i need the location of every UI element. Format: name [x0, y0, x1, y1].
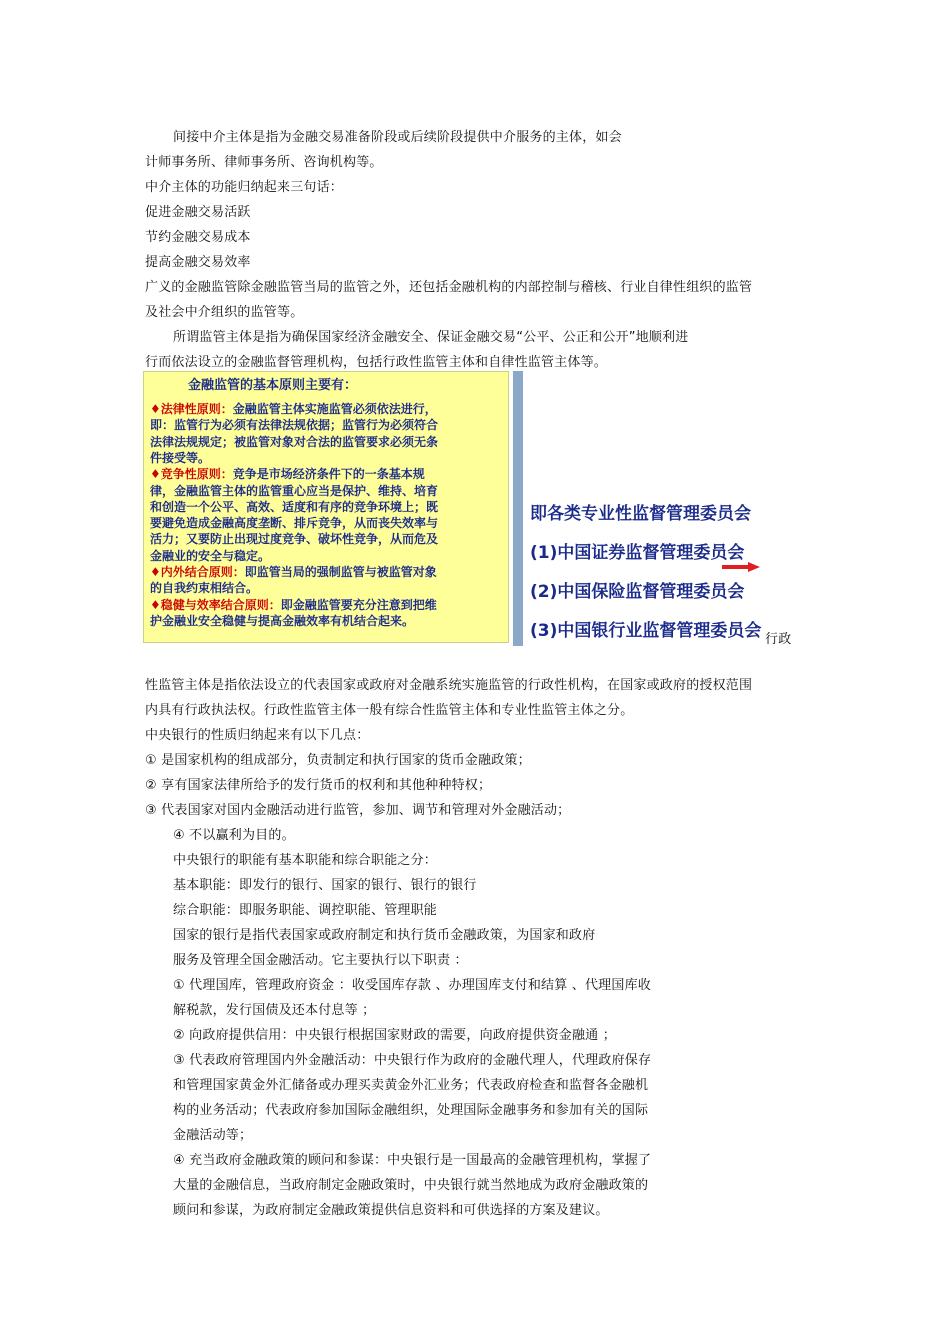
principles-figure — [143, 371, 509, 643]
state-bank-line: 国家的银行是指代表国家或政府制定和执行货币金融政策，为国家和政府 — [173, 928, 596, 943]
state-bank-line: 大量的金融信息，当政府制定金融政策时，中央银行就当然地成为政府金融政策的 — [173, 1178, 649, 1193]
principle-text: 即监管当局的强制监管与被监管对象 — [244, 565, 437, 579]
principle-heading: ♦内外结合原则： — [150, 565, 245, 579]
principle-text: 即金融监管要充分注意到把维 — [280, 597, 437, 612]
state-bank-line: 构的业务活动；代表政府参加国际金融组织，处理国际金融事务和参加有关的国际 — [173, 1103, 649, 1118]
inline-tail: 行政 — [765, 632, 792, 647]
right-arrow-icon — [722, 562, 760, 572]
cb-basic-functions: 基本职能：即发行的银行、国家的银行、银行的银行 — [173, 878, 477, 893]
principle-line — [150, 402, 437, 417]
state-bank-line: 和管理国家黄金外汇储备或办理买卖黄金外汇业务；代表政府检查和监督各金融机 — [173, 1078, 649, 1093]
principle-text: 要避免造成金融高度垄断、排斥竞争，从而丧失效率与 — [150, 516, 439, 531]
state-bank-line: 服务及管理全国金融活动。它主要执行以下职责 ： — [173, 953, 468, 968]
principle-heading: ♦竞争性原则： — [150, 467, 233, 482]
principle-text: 和创造一个公平、高效、适度和有序的竞争环境上；既 — [150, 499, 439, 514]
para2-line1: 广义的金融监管除金融监管当局的监管之外，还包括金融机构的内部控制与稽核、行业自律性组织的监管 — [145, 280, 753, 295]
principle-line — [150, 598, 437, 613]
para3-line2: 行而依法设立的金融监督管理机构，包括行政性监管主体和自律性监管主体等。 — [145, 355, 608, 370]
principle-heading: ♦稳健与效率结合原则： — [150, 597, 281, 612]
committee-item: (2)中国保险监督管理委员会 — [530, 582, 745, 602]
para3-line1: 所谓监管主体是指为确保国家经济金融安全、保证金融交易“公平、公正和公开”地顺利进 — [173, 330, 689, 345]
principle-line — [150, 500, 438, 515]
principle-text: 金融业的安全与稳定。 — [150, 548, 271, 563]
committees-title: 即各类专业性监督管理委员会 — [530, 504, 751, 524]
principle-line — [150, 451, 210, 466]
state-bank-line: ② 向政府提供信用：中央银行根据国家财政的需要，向政府提供资金融通 ； — [173, 1028, 616, 1043]
cb-nature-point: ③ 代表国家对国内金融活动进行监管，参加、调节和管理对外金融活动； — [145, 803, 571, 818]
principle-text: 护金融业安全稳健与提高金融效率有机结合起来。 — [150, 613, 415, 628]
cb-comprehensive-functions: 综合职能：即服务职能、调控职能、管理职能 — [173, 903, 438, 918]
cb-nature-intro: 中央银行的性质归纳起来有以下几点： — [145, 728, 370, 743]
principle-line — [150, 614, 414, 629]
principle-text: 活力；又要防止出现过度竞争、破坏性竞争，从而危及 — [150, 532, 439, 547]
principle-text: 金融监管主体实施监管必须依法进行， — [232, 402, 437, 416]
state-bank-line: ③ 代表政府管理国内外金融活动：中央银行作为政府的金融代理人，代理政府保存 — [173, 1053, 652, 1068]
para1-line1: 间接中介主体是指为金融交易准备阶段或后续阶段提供中介服务的主体，如会 — [173, 130, 622, 145]
figure-side-bar — [513, 371, 523, 646]
state-bank-line: ④ 充当政府金融政策的顾问和参谋：中央银行是一国最高的金融管理机构，掌握了 — [173, 1153, 652, 1168]
principle-line — [150, 484, 438, 499]
cb-nature-point: ② 享有国家法律所给予的发行货币的权利和其他种种特权； — [145, 778, 492, 793]
committee-item: (1)中国证券监督管理委员会 — [530, 543, 745, 563]
principle-heading: ♦法律性原则： — [150, 402, 233, 416]
principle-text: 即：监管行为必须有法律法规依据；监管行为必须符合 — [150, 418, 439, 433]
state-bank-line: 金融活动等； — [173, 1128, 253, 1143]
principle-line — [150, 418, 438, 433]
state-bank-line: 顾问和参谋，为政府制定金融政策提供信息资料和可供选择的方案及建议。 — [173, 1203, 609, 1218]
principle-text: 法律法规规定；被监管对象对合法的监管要求必须无条 — [150, 434, 439, 449]
committee-item: (3)中国银行业监督管理委员会 — [530, 621, 762, 641]
principle-line — [150, 549, 270, 564]
function-item: 节约金融交易成本 — [145, 230, 251, 245]
principle-line — [150, 581, 258, 596]
principle-text: 竞争是市场经济条件下的一条基本规 — [232, 467, 425, 482]
principle-line — [150, 516, 438, 531]
function-item: 促进金融交易活跃 — [145, 205, 251, 220]
para4-line1: 性监管主体是指依法设立的代表国家或政府对金融系统实施监管的行政性机构，在国家或政府的授权范围 — [145, 678, 753, 693]
functions-intro: 中介主体的功能归纳起来三句话： — [145, 180, 344, 195]
committees-figure — [513, 371, 763, 646]
cb-nature-point: ④ 不以赢利为目的。 — [173, 828, 295, 843]
para1-line2: 计师事务所、律师事务所、咨询机构等。 — [145, 155, 383, 170]
cb-functions-intro: 中央银行的职能有基本职能和综合职能之分： — [173, 853, 438, 868]
principle-text: 件接受等。 — [150, 450, 211, 465]
state-bank-line: 解税款，发行国债及还本付息等 ； — [173, 1003, 376, 1018]
principle-text: 律，金融监管主体的监管重心应当是保护、维持、培育 — [150, 483, 439, 498]
function-item: 提高金融交易效率 — [145, 255, 251, 270]
principle-line — [150, 435, 438, 450]
principle-line — [150, 467, 425, 482]
principle-line — [150, 532, 438, 547]
state-bank-line: ① 代理国库，管理政府资金 ：收受国库存款 、办理国库支付和结算 、代理国库收 — [173, 978, 651, 993]
principles-title: 金融监管的基本原则主要有： — [188, 378, 358, 393]
para4-line2: 内具有行政执法权。行政性监管主体一般有综合性监管主体和专业性监管主体之分。 — [145, 703, 634, 718]
principle-line — [150, 565, 437, 580]
cb-nature-point: ① 是国家机构的组成部分，负责制定和执行国家的货币金融政策； — [145, 753, 531, 768]
principle-text: 的自我约束相结合。 — [150, 581, 259, 596]
para2-line2: 及社会中介组织的监管等。 — [145, 305, 304, 320]
